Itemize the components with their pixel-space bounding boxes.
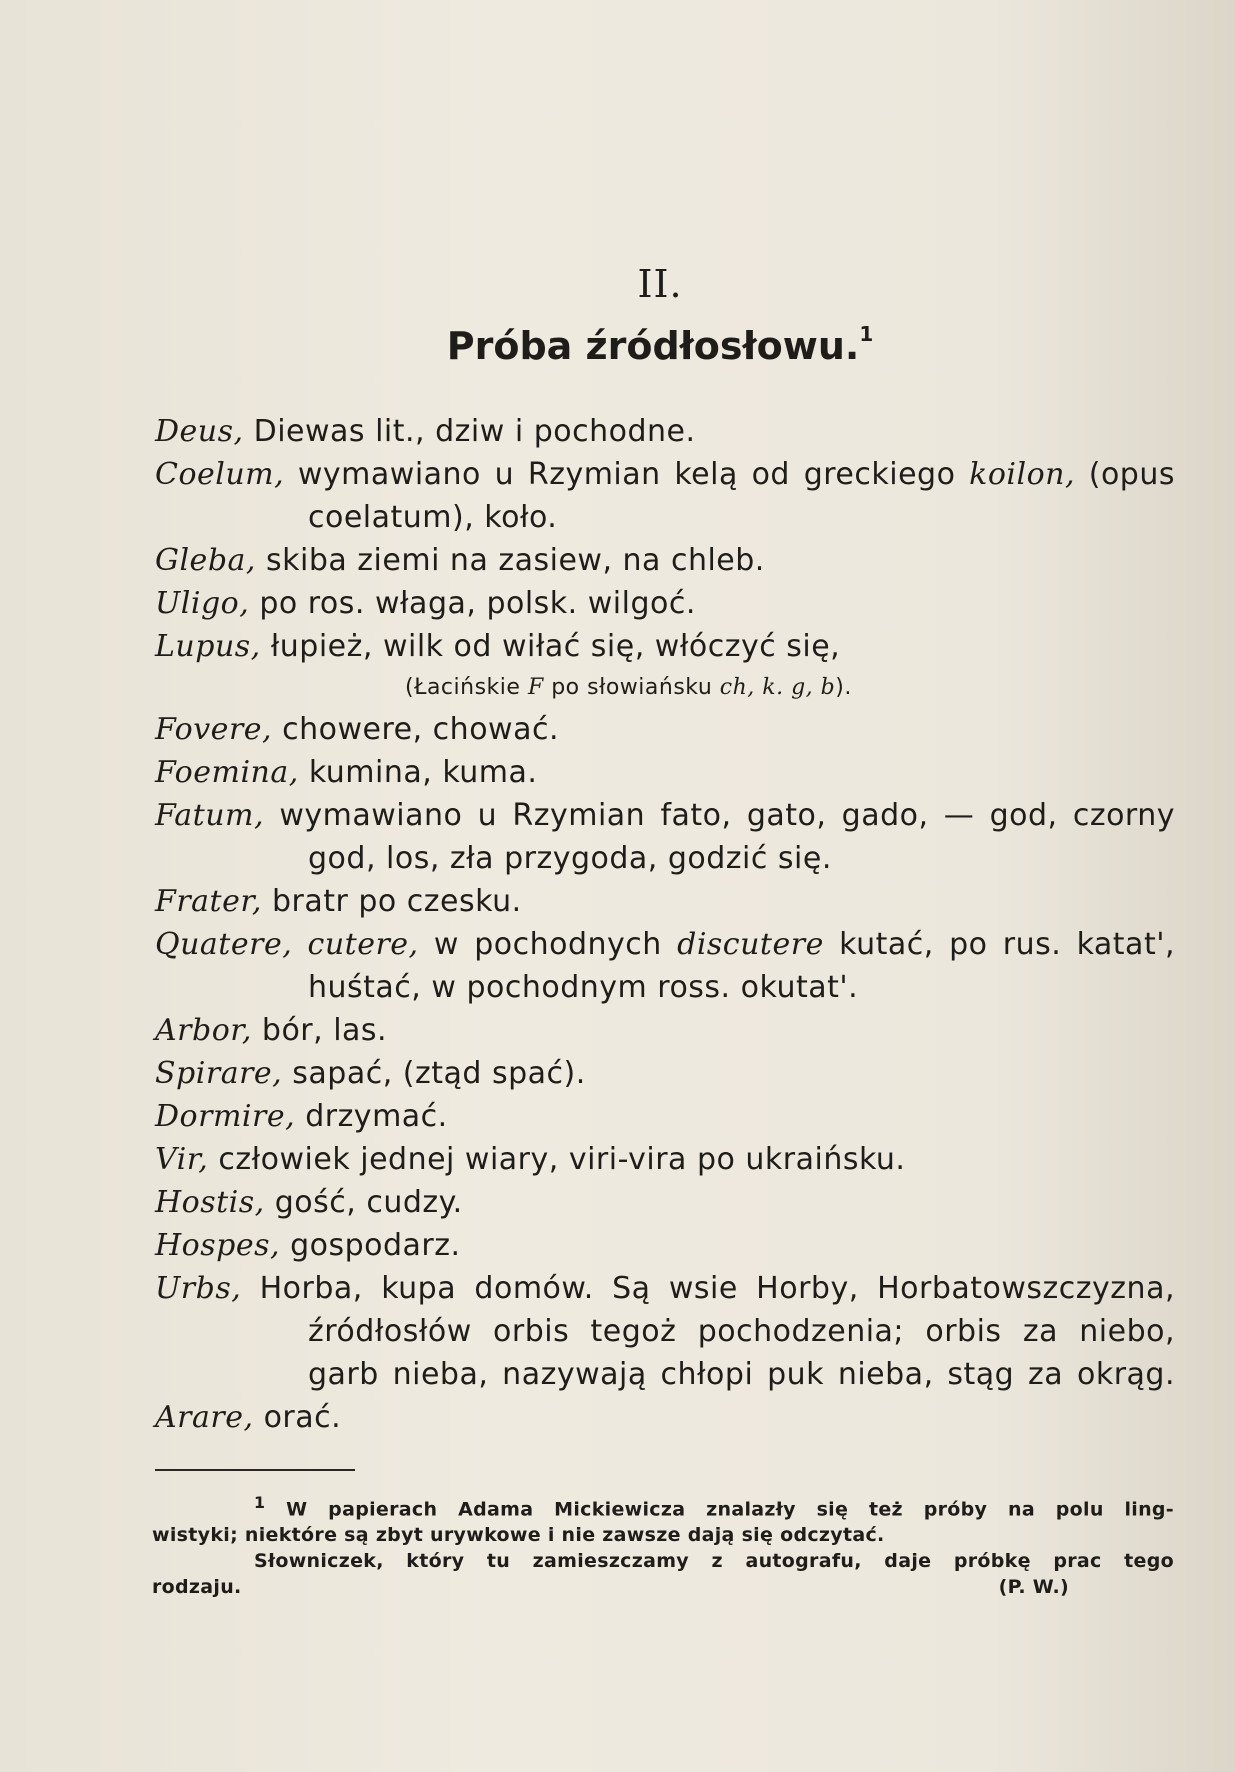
entry-headword: Spirare, [155, 1056, 283, 1091]
entry-gloss: człowiek jednej wiary, viri-vira po ukraińsku. [218, 1142, 906, 1177]
heading-text: Próba źródłosłowu. [446, 324, 860, 368]
entry-gloss: bratr po czesku. [271, 884, 522, 919]
entry-headword: Fovere, [155, 712, 273, 747]
entry-deus [155, 410, 1175, 453]
footnote-text: rodzaju. [152, 1576, 242, 1599]
entry-dormire [155, 1095, 1175, 1138]
entry-gloss: skiba ziemi na zasiew, na chleb. [266, 543, 765, 578]
entry-headword: Uligo, [155, 586, 250, 621]
entry-headword: Gleba, [155, 543, 256, 578]
entry-coelum [155, 453, 1175, 496]
entry-gloss: chowere, chować. [282, 712, 559, 747]
note-letters: ch, k. g, b [719, 675, 836, 700]
entry-urbs [155, 1267, 1175, 1310]
footnote-line [152, 1574, 1174, 1600]
footnote-signature: (P. W.) [998, 1576, 1069, 1599]
entry-gloss: kumina, kuma. [308, 755, 538, 790]
entry-gloss-end: kutać, po rus. katat', [839, 927, 1175, 962]
footnote [152, 1490, 1174, 1600]
entry-headword: Lupus, [155, 629, 261, 664]
entry-continuation: źródłosłów orbis tegoż pochodzenia; orbis za niebo, [308, 1314, 1175, 1349]
entry-headword: Hostis, [155, 1185, 265, 1220]
entry-headword: Foemina, [155, 755, 299, 790]
entry-arare [155, 1396, 1175, 1439]
entry-lupus [155, 625, 1175, 668]
entry-headword: Vir, [155, 1142, 209, 1177]
section-numeral: II. [637, 262, 683, 306]
footnote-line: wistyki; niektóre są zbyt urywkowe i nie zawsze dają się odczytać. [152, 1524, 885, 1547]
note-mid: po słowiańsku [551, 675, 713, 700]
entry-continuation: huśtać, w pochodnym ross. okutat'. [308, 970, 859, 1005]
lupus-note [155, 668, 1175, 708]
note-close: ). [835, 675, 852, 700]
entry-gloss: gość, cudzy. [274, 1185, 463, 1220]
entry-headword: Frater, [155, 884, 262, 919]
entry-quatere [155, 923, 1175, 966]
entry-headword: Arbor, [155, 1013, 252, 1048]
entry-gloss: po ros. właga, polsk. wilgoć. [259, 586, 696, 621]
entry-frater [155, 880, 1175, 923]
page-heading [0, 322, 1235, 368]
footnote-marker: 1 [254, 1493, 266, 1512]
entry-vir [155, 1138, 1175, 1181]
entry-hostis [155, 1181, 1175, 1224]
footnote-line: Słowniczek, który tu zamieszczamy z autografu, daje próbkę prac tego [254, 1550, 1174, 1573]
entry-gloss-italic: koilon, [969, 457, 1076, 492]
entry-uligo [155, 582, 1175, 625]
entry-foemina [155, 751, 1175, 794]
entry-gloss: gospodarz. [290, 1228, 461, 1263]
entry-gloss: Horba, kupa domów. Są wsie Horby, Horbatowszczyzna, [259, 1271, 1175, 1306]
entry-fovere [155, 708, 1175, 751]
etymology-list [155, 410, 1175, 1439]
heading-footnote-marker: 1 [859, 322, 874, 346]
entry-headword: Quatere, cutere, [155, 927, 419, 962]
entry-hospes [155, 1224, 1175, 1267]
entry-arbor [155, 1009, 1175, 1052]
entry-gleba [155, 539, 1175, 582]
entry-gloss: wymawiano u Rzymian kelą od greckiego [297, 457, 956, 492]
entry-headword: Hospes, [155, 1228, 281, 1263]
footnote-divider [155, 1469, 355, 1471]
entry-gloss: sapać, (ztąd spać). [292, 1056, 586, 1091]
entry-gloss-end: (opus [1088, 457, 1175, 492]
entry-spirare [155, 1052, 1175, 1095]
entry-gloss: Diewas lit., dziw i pochodne. [253, 414, 696, 449]
entry-fatum [155, 794, 1175, 837]
entry-headword: Urbs, [155, 1271, 242, 1306]
entry-headword: Arare, [155, 1400, 254, 1435]
entry-headword: Deus, [155, 414, 244, 449]
entry-continuation: garb nieba, nazywają chłopi puk nieba, stąg za okrąg. [308, 1357, 1175, 1392]
note-letter-f: F [527, 675, 544, 700]
note-open: (Łacińskie [405, 675, 521, 700]
entry-headword: Coelum, [155, 457, 285, 492]
entry-headword: Dormire, [155, 1099, 296, 1134]
entry-gloss-italic: discutere [677, 927, 824, 962]
entry-continuation: god, los, zła przygoda, godzić się. [308, 841, 832, 876]
entry-gloss: łupież, wilk od wiłać się, włóczyć się, [270, 629, 841, 664]
entry-gloss: orać. [263, 1400, 342, 1435]
entry-headword: Fatum, [155, 798, 265, 833]
footnote-line [152, 1490, 1174, 1522]
entry-continuation: coelatum), koło. [308, 500, 558, 535]
entry-gloss: wymawiano u Rzymian fato, gato, gado, — god, czorny [279, 798, 1175, 833]
entry-gloss: drzymać. [305, 1099, 448, 1134]
footnote-text: W papierach Adama Mickiewicza znalazły się też próby na polu ling- [286, 1498, 1174, 1521]
entry-gloss: bór, las. [261, 1013, 388, 1048]
entry-gloss: w pochodnych [433, 927, 662, 962]
